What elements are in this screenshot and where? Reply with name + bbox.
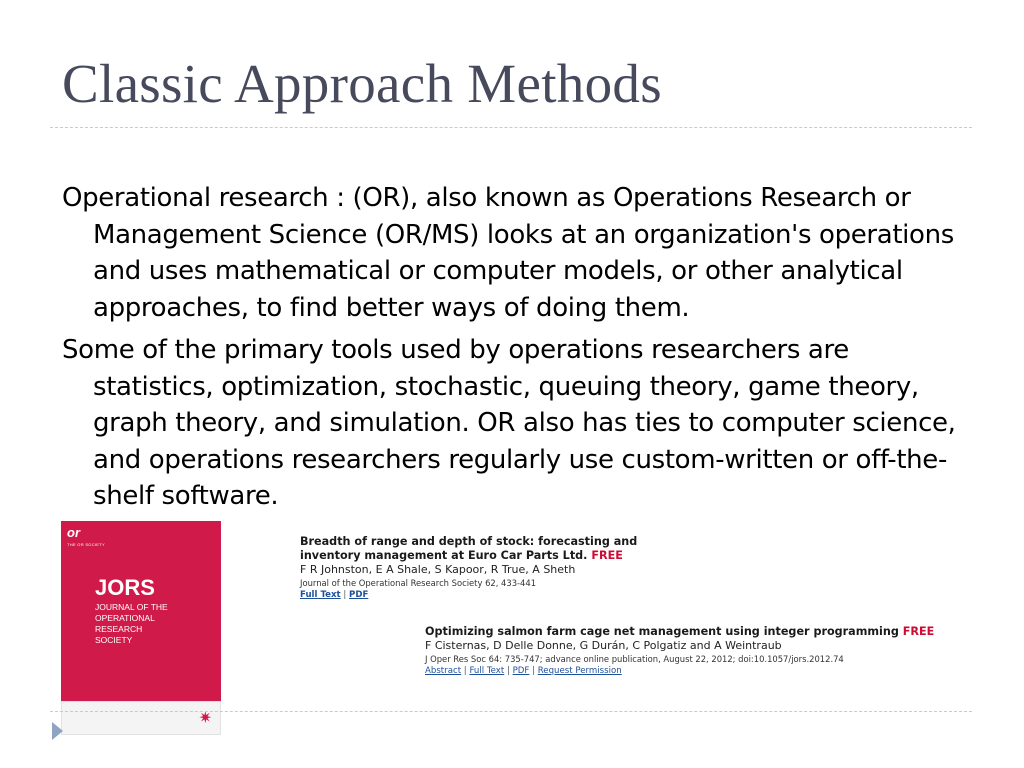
- jors-journal-cover: [61, 521, 221, 701]
- abstract-link[interactable]: Abstract: [425, 666, 462, 676]
- article-citation: J Oper Res Soc 64: 735-747; advance online publication, August 22, 2012; doi:10.1057/jors.2012.74: [425, 654, 844, 664]
- journal-full-name: JOURNAL OF THE OPERATIONAL RESEARCH SOCIETY: [95, 602, 168, 645]
- or-society-logo-text: THE OR SOCIETY: [67, 542, 105, 547]
- article-citation: Journal of the Operational Research Society 62, 433-441: [300, 578, 537, 588]
- article-entry: [300, 535, 680, 602]
- pdf-link[interactable]: PDF: [349, 590, 369, 600]
- full-text-link[interactable]: Full Text: [469, 666, 505, 676]
- jors-cover-footer: [61, 701, 221, 735]
- pdf-link[interactable]: PDF: [512, 666, 530, 676]
- slide-arrow-icon: [52, 722, 63, 740]
- article-title[interactable]: Optimizing salmon farm cage net management using integer programming FREE: [425, 625, 935, 638]
- free-badge: FREE: [591, 549, 623, 562]
- full-text-link[interactable]: Full Text: [300, 590, 341, 600]
- article-title[interactable]: Breadth of range and depth of stock: forecasting and inventory management at Euro Car Parts Ltd. FREE: [300, 535, 638, 562]
- paragraph-or-definition: Operational research : (OR), also known as Operations Research or Management Science (OR/MS) looks at an organization's operations and uses mathematical or computer models, or other analytical approaches, to find better ways of doing them.: [62, 183, 954, 323]
- article-authors: F Cisternas, D Delle Donne, G Durán, C Polgatiz and A Weintraub: [425, 639, 782, 652]
- slide-body: [62, 180, 967, 521]
- article-entry: [425, 625, 970, 678]
- free-badge: FREE: [902, 625, 935, 638]
- sunburst-icon: ✷: [198, 708, 212, 727]
- article-links: Abstract | Full Text | PDF | Request Permission: [425, 666, 622, 676]
- request-permission-link[interactable]: Request Permission: [537, 666, 622, 676]
- article-links: Full Text | PDF: [300, 590, 369, 600]
- footer-divider: [50, 711, 972, 712]
- title-divider: [50, 127, 972, 128]
- paragraph-or-tools: Some of the primary tools used by operations researchers are statistics, optimization, stochastic, queuing theory, game theory, graph theory, and simulation. OR also has ties to computer science, and operations researchers regularly use custom-written or off-the-shelf software.: [62, 335, 956, 511]
- or-society-logo: or: [67, 525, 80, 540]
- journal-acronym: JORS: [95, 575, 155, 600]
- article-authors: F R Johnston, E A Shale, S Kapoor, R True, A Sheth: [300, 563, 576, 576]
- slide-title: Classic Approach Methods: [62, 53, 662, 114]
